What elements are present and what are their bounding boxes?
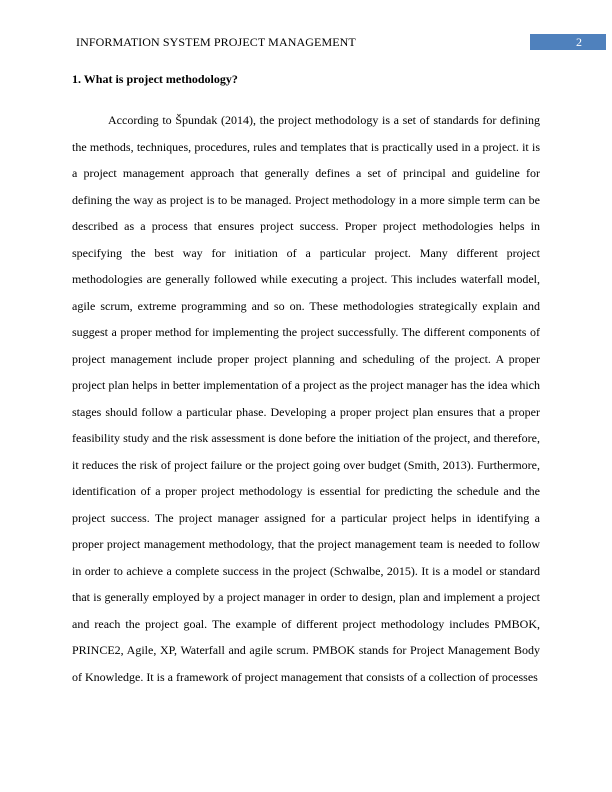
running-header: INFORMATION SYSTEM PROJECT MANAGEMENT <box>76 35 356 49</box>
page-number: 2 <box>576 35 582 49</box>
body-paragraph: According to Špundak (2014), the project methodology is a set of standards for defining the methods, techniques, procedures, rules and templates that is practically used in a project. it is a project management approach that generally defines a set of principal and guideline for defining the way as project is to be managed. Project methodology in a more simple term can be described as a process that ensures project success. Proper project methodologies helps in specifying the best way for initiation of a particular project. Many different project methodologies are generally followed while executing a project. This includes waterfall model, agile scrum, extreme programming and so on. These methodologies strategically explain and suggest a proper method for implementing the project successfully. The different components of project management include proper project planning and scheduling of the project. A proper project plan helps in better implementation of a project as the project manager has the idea which stages should follow a particular phase. Developing a proper project plan ensures that a proper feasibility study and the risk assessment is done before the initiation of the project, and therefore, it reduces the risk of project failure or the project going over budget (Smith, 2013). Furthermore, identification of a proper project methodology is essential for predicting the schedule and the project success. The project manager assigned for a particular project helps in identifying a proper project management methodology, that the project management team is needed to follow in order to achieve a complete success in the project (Schwalbe, 2015). It is a model or standard that is generally employed by a project manager in order to design, plan and implement a project and reach the project goal. The example of different project methodology includes PMBOK, PRINCE2, Agile, XP, Waterfall and agile scrum. PMBOK stands for Project Management Body of Knowledge. It is a framework of project management that consists of a collection of processes <box>72 113 540 684</box>
page-number-badge <box>530 34 606 50</box>
section-heading: 1. What is project methodology? <box>72 72 238 86</box>
